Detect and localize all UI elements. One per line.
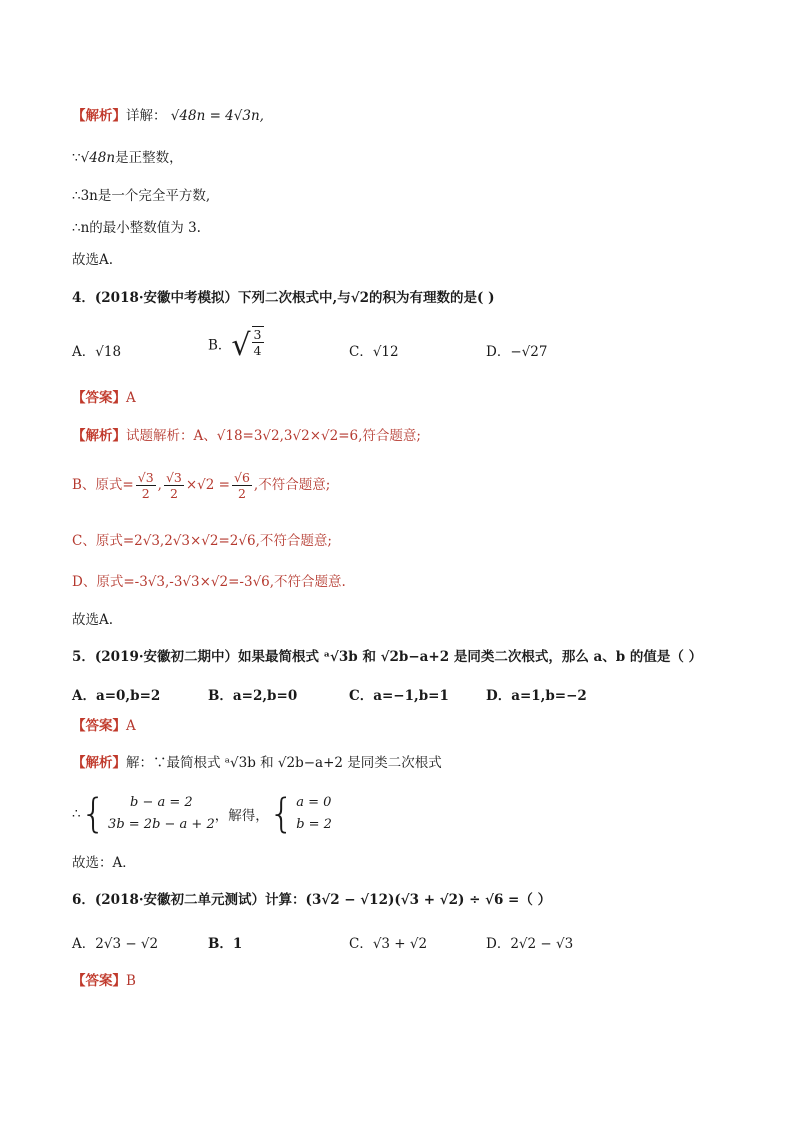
explanation-text: 试题解析：A、√18=3√2,3√2×√2=6,符合题意; <box>126 428 421 444</box>
frac-numerator: √3 <box>137 470 154 485</box>
answer-value: A <box>126 718 136 734</box>
q6-option-b: B．1 <box>208 936 243 952</box>
q5-option-c: C．a=−1,b=1 <box>349 688 449 704</box>
solve-text: ，解得， <box>214 808 269 824</box>
detail-label: 详解： <box>126 108 167 124</box>
q4-option-b <box>208 326 266 366</box>
frac-denominator: 2 <box>237 486 246 501</box>
equation-sqrt48n: √48n = 4√3n, <box>170 108 264 124</box>
exp-b-suffix: ,不符合题意; <box>253 477 331 493</box>
explanation-5-end: 故选：A． <box>72 855 136 871</box>
explanation-4-d: D、原式=-3√3,-3√3×√2=-3√6,不符合题意. <box>72 574 346 590</box>
q6-option-a: A．2√3 − √2 <box>72 936 159 952</box>
q4-option-b-radical: √ $\frac{3}{4}$ <box>231 326 265 366</box>
frac-denominator: 2 <box>141 486 150 501</box>
frac-numerator: √6 <box>233 470 250 485</box>
analysis-line-5: 故选A. <box>72 252 114 268</box>
answer-6 <box>72 971 136 991</box>
because-symbol: ∵ <box>72 150 81 166</box>
q5-option-d: D．a=1,b=−2 <box>486 688 587 704</box>
question-6: 6．(2018·安徽初二单元测试）计算：(3√2 − √12)(√3 + √2) ÷ √6 =（ ） <box>72 892 552 908</box>
q6-option-d: D．2√2 − √3 <box>486 936 574 952</box>
frac-denominator: 4 <box>253 343 262 358</box>
explanation-5 <box>72 753 442 773</box>
analysis-line-3: ∴3n是一个完全平方数, <box>72 188 211 204</box>
question-4: 4．(2018·安徽中考模拟）下列二次根式中,与√2的积为有理数的是( ) <box>72 290 495 306</box>
math-sqrt48n: √48n <box>80 150 116 166</box>
solution-row-2: b = 2 <box>296 817 332 832</box>
explanation-4-a <box>72 426 421 446</box>
explanation-4-b: B、原式= $\frac{√3}{2}$ , $\frac{√3}{2}$ ×√2 = $\frac{√6}{2}$ ,不符合题意; <box>72 470 331 501</box>
q6-option-c: C．√3 + √2 <box>349 936 428 952</box>
therefore-symbol: ∴ <box>72 806 81 822</box>
line2-text: 是正整数， <box>115 150 183 166</box>
analysis-line-1 <box>72 106 264 126</box>
analysis-tag: 【解析】 <box>72 755 126 771</box>
q4-option-a: A．√18 <box>72 344 122 360</box>
equation-system: ∴ { b − a = 2 3b = 2b − a + 2 ，解得， { a = 0 b = 2 <box>72 791 332 837</box>
q5-option-b: B．a=2,b=0 <box>208 688 298 704</box>
q4-option-b-label: B． <box>208 337 232 354</box>
analysis-line-2 <box>72 148 183 168</box>
analysis-line-4: ∴n的最小整数值为 3. <box>72 220 201 236</box>
q4-option-c: C．√12 <box>349 344 399 360</box>
explanation-4-c: C、原式=2√3,2√3×√2=2√6,不符合题意; <box>72 533 332 549</box>
exp-b-prefix: B、原式= <box>72 477 134 493</box>
q5-option-a: A．a=0,b=2 <box>72 688 161 704</box>
frac-numerator: √3 <box>165 470 182 485</box>
answer-tag: 【答案】 <box>72 390 126 406</box>
explanation-text: 解：∵最简根式 ᵃ√3b 和 √2b−a+2 是同类二次根式 <box>126 755 442 771</box>
question-5: 5．(2019·安徽初二期中）如果最简根式 ᵃ√3b 和 √2b−a+2 是同类二次根式，那么 a、b 的值是（ ） <box>72 649 703 665</box>
q4-option-d: D．−√27 <box>486 344 548 360</box>
system-row-2: 3b = 2b − a + 2 <box>108 817 215 832</box>
answer-value: B <box>126 973 136 989</box>
answer-tag: 【答案】 <box>72 718 126 734</box>
explanation-4-end: 故选A. <box>72 612 114 628</box>
frac-numerator: 3 <box>253 327 262 342</box>
analysis-tag: 【解析】 <box>72 428 126 444</box>
frac-denominator: 2 <box>169 486 178 501</box>
analysis-tag: 【解析】 <box>72 108 126 124</box>
solution-row-1: a = 0 <box>296 795 332 810</box>
answer-5 <box>72 716 136 736</box>
answer-tag: 【答案】 <box>72 973 126 989</box>
answer-4 <box>72 388 136 408</box>
answer-value: A <box>126 390 136 406</box>
system-row-1: b − a = 2 <box>130 795 193 810</box>
